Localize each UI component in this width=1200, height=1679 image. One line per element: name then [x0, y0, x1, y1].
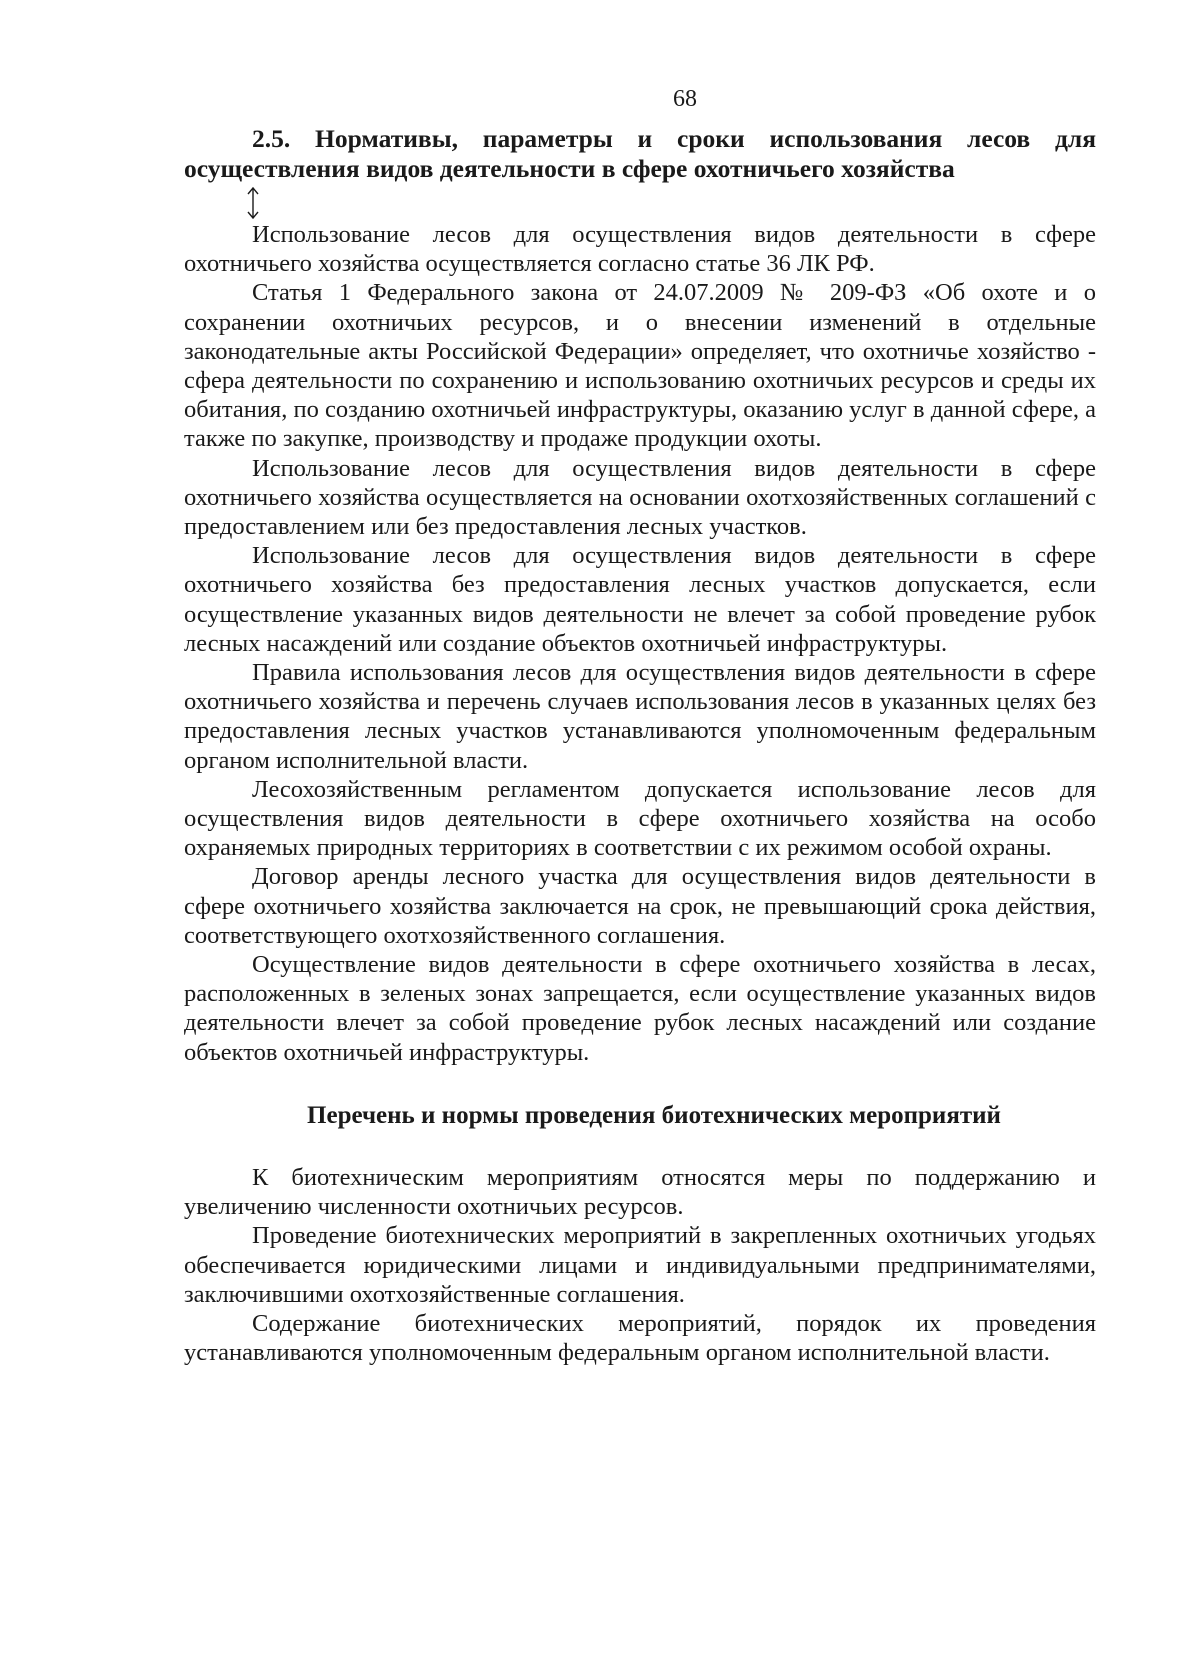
- spacing-marker: [184, 184, 1096, 220]
- section-paragraphs: [184, 220, 1096, 1067]
- paragraph: Лесохозяйственным регламентом допускается использование лесов для осуществления видов деятельности в сфере охотничьего хозяйства на особо охраняемых природных территориях в соответствии с их режимом особой охраны.: [184, 775, 1096, 862]
- paragraph: Использование лесов для осуществления видов деятельности в сфере охотничьего хозяйства без предоставления лесных участков допускается, если осуществление указанных видов деятельности не влечет за собой проведение рубок лесных насаждений или создание объектов охотничьей инфраструктуры.: [184, 542, 1096, 657]
- paragraph: Использование лесов для осуществления видов деятельности в сфере охотничьего хозяйства осуществляется согласно статье 36 ЛК РФ.: [184, 221, 1096, 278]
- paragraph: Правила использования лесов для осуществления видов деятельности в сфере охотничьего хозяйства и перечень случаев использования лесов в указанных целях без предоставления лесных участков устанавливаются уполномоченным федеральным органом исполнительной власти.: [184, 659, 1096, 774]
- double-arrow-icon: [246, 186, 260, 220]
- subsection-heading: Перечень и нормы проведения биотехнических мероприятий: [307, 1101, 1001, 1129]
- document-body: [184, 124, 1096, 1367]
- paragraph: Договор аренды лесного участка для осуществления видов деятельности в сфере охотничьего хозяйства заключается на срок, не превышающий срока действия, соответствующего охотхозяйственного соглашения.: [184, 863, 1096, 949]
- section-heading: 2.5. Нормативы, параметры и сроки использования лесов для осуществления видов деятельности в сфере охотничьего хозяйства: [184, 124, 1096, 183]
- page-number: 68: [673, 86, 697, 112]
- paragraph: К биотехническим мероприятиям относятся меры по поддержанию и увеличению численности охотничьих ресурсов.: [184, 1163, 1096, 1221]
- paragraph: Содержание биотехнических мероприятий, порядок их проведения устанавливаются уполномоченным федеральным органом исполнительной власти.: [184, 1309, 1096, 1367]
- paragraph: Использование лесов для осуществления видов деятельности в сфере охотничьего хозяйства осуществляется на основании охотхозяйственных соглашений с предоставлением или без предоставления лесных участков.: [184, 454, 1096, 541]
- paragraph: Проведение биотехнических мероприятий в закрепленных охотничьих угодьях обеспечивается юридическими лицами и индивидуальными предпринимателями, заключившими охотхозяйственные соглашения.: [184, 1222, 1096, 1308]
- subsection-paragraphs: [184, 1163, 1096, 1367]
- paragraph: Статья 1 Федерального закона от 24.07.2009 № 209-ФЗ «Об охоте и о сохранении охотничьих ресурсов, и о внесении изменений в отдельные законодательные акты Российской Федерации» определяет, что охотничье хозяйство - сфера деятельности по сохранению и использованию охотничьих ресурсов и среды их обитания, по созданию охотничьей инфраструктуры, оказанию услуг в данной сфере, а также по закупке, производству и продаже продукции охоты.: [184, 279, 1096, 453]
- paragraph: Осуществление видов деятельности в сфере охотничьего хозяйства в лесах, расположенных в зеленых зонах запрещается, если осуществление указанных видов деятельности влечет за собой проведение рубок лесных насаждений или создание объектов охотничьей инфраструктуры.: [184, 951, 1096, 1066]
